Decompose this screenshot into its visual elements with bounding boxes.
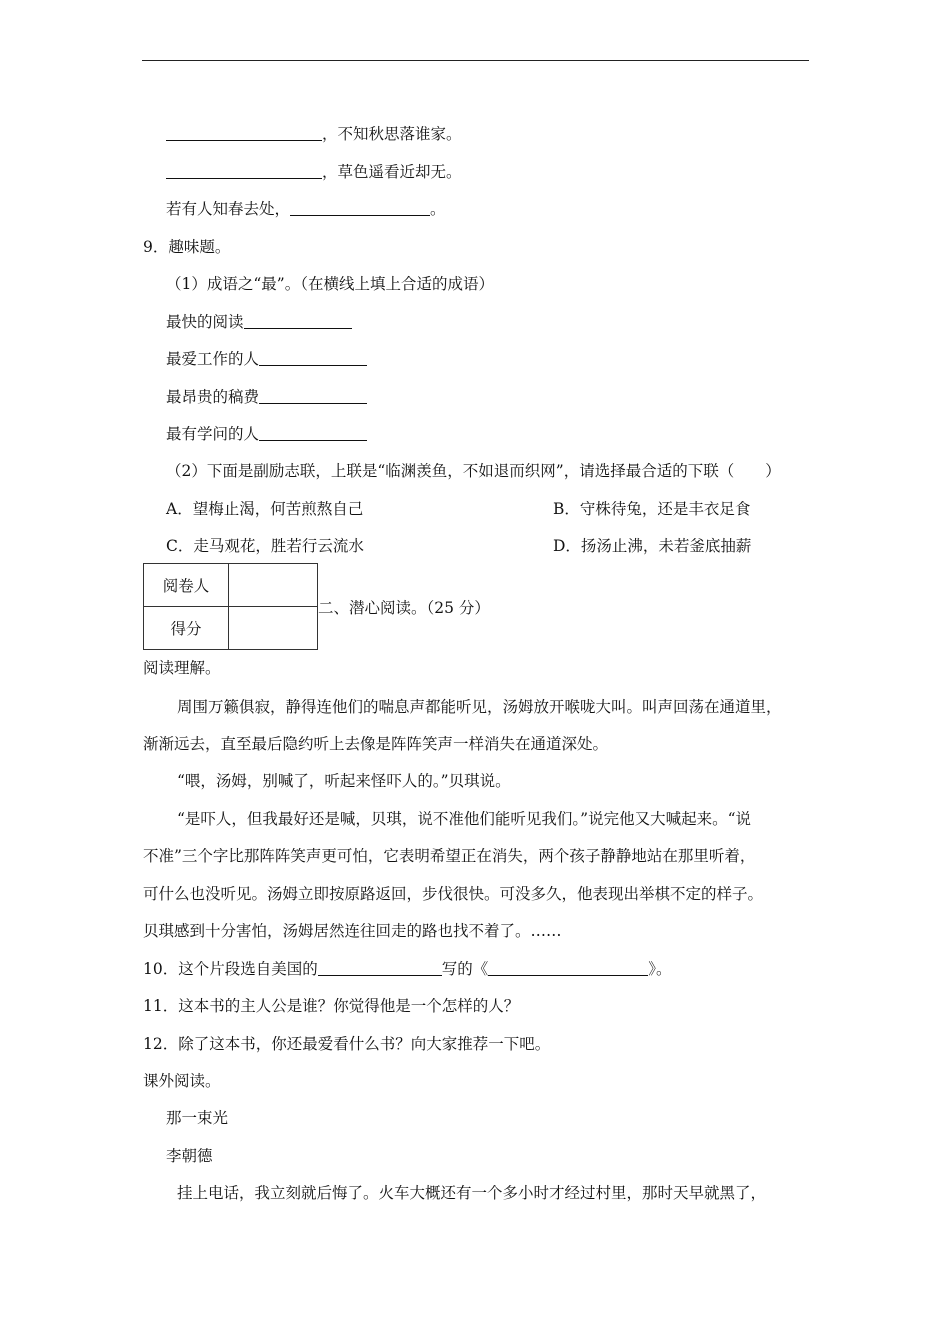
passage-line: 渐渐远去，直至最后隐约听上去像是阵阵笑声一样消失在通道深处。 [143,735,609,753]
q12: 12．除了这本书，你还最爱看什么书？向大家推荐一下吧。 [143,1035,551,1053]
poem-text: ，草色遥看近却无。 [322,163,462,181]
q10-text: 写的《 [441,960,489,978]
q9-title: 9．趣味题。 [143,238,231,256]
passage-line: 不准”三个字比那阵阵笑声更可怕，它表明希望正在消失，两个孩子静静地站在那里听着， [143,847,756,865]
answer-blank[interactable] [259,425,367,441]
author-blank[interactable] [318,960,442,976]
book-title-blank[interactable] [488,960,648,976]
extra-reading-heading: 课外阅读。 [143,1072,221,1090]
passage-line: “喂，汤姆，别喊了，听起来怪吓人的。”贝琪说。 [177,772,511,790]
idiom-label: 最有学问的人 [166,425,260,443]
q9-part2: （2）下面是副励志联，上联是“临渊羡鱼，不如退而织网”，请选择最合适的下联（ ） [166,462,781,480]
idiom-label: 最昂贵的稿费 [166,388,260,406]
idiom-item [166,312,352,332]
q10-text: 10．这个片段选自美国的 [143,960,318,978]
poem-line-3 [166,199,446,219]
passage-line: “是吓人，但我最好还是喊，贝琪，说不准他们能听见我们。”说完他又大喊起来。“说 [177,810,752,828]
poem-line-1 [166,124,462,144]
answer-blank[interactable] [259,388,367,404]
idiom-item [166,349,367,369]
reading-heading: 阅读理解。 [143,659,221,677]
header-rule [142,60,809,61]
option-c[interactable]: C．走马观花，胜若行云流水 [166,537,364,555]
article-author: 李朝德 [166,1147,213,1165]
section-2-title: 二、潜心阅读。（25 分） [318,599,490,617]
passage-line: 贝琪感到十分害怕，汤姆居然连往回走的路也找不着了。…… [143,922,562,940]
article-title: 那一束光 [166,1109,229,1127]
score-table [143,563,318,650]
reviewer-label: 阅卷人 [144,564,229,607]
reviewer-cell[interactable] [229,564,318,607]
poem-line-2 [166,162,462,182]
answer-blank[interactable] [244,313,352,329]
idiom-item [166,387,367,407]
score-label: 得分 [144,607,229,650]
q10-text: 》。 [648,960,672,978]
q10 [143,959,672,979]
score-cell[interactable] [229,607,318,650]
passage-line: 挂上电话，我立刻就后悔了。火车大概还有一个多小时才经过村里，那时天早就黑了， [177,1184,767,1202]
q11: 11．这本书的主人公是谁？你觉得他是一个怎样的人？ [143,997,520,1015]
passage-line: 周围万籁俱寂，静得连他们的喘息声都能听见，汤姆放开喉咙大叫。叫声回荡在通道里， [177,698,782,716]
option-a[interactable]: A．望梅止渴，何苦煎熬自己 [166,500,364,518]
idiom-item [166,424,367,444]
answer-blank[interactable] [259,350,367,366]
idiom-label: 最爱工作的人 [166,350,260,368]
answer-blank[interactable] [166,125,322,141]
answer-blank[interactable] [166,163,322,179]
option-d[interactable]: D．扬汤止沸，未若釜底抽薪 [553,537,752,555]
q9-part1: （1）成语之“最”。（在横线上填上合适的成语） [166,275,494,293]
poem-text: 。 [430,200,446,218]
poem-text: 若有人知春去处， [166,200,291,218]
passage-line: 可什么也没听见。汤姆立即按原路返回，步伐很快。可没多久，他表现出举棋不定的样子。 [143,885,764,903]
answer-blank[interactable] [290,200,430,216]
poem-text: ，不知秋思落谁家。 [322,125,462,143]
idiom-label: 最快的阅读 [166,313,244,331]
option-b[interactable]: B．守株待兔，还是丰衣足食 [553,500,751,518]
